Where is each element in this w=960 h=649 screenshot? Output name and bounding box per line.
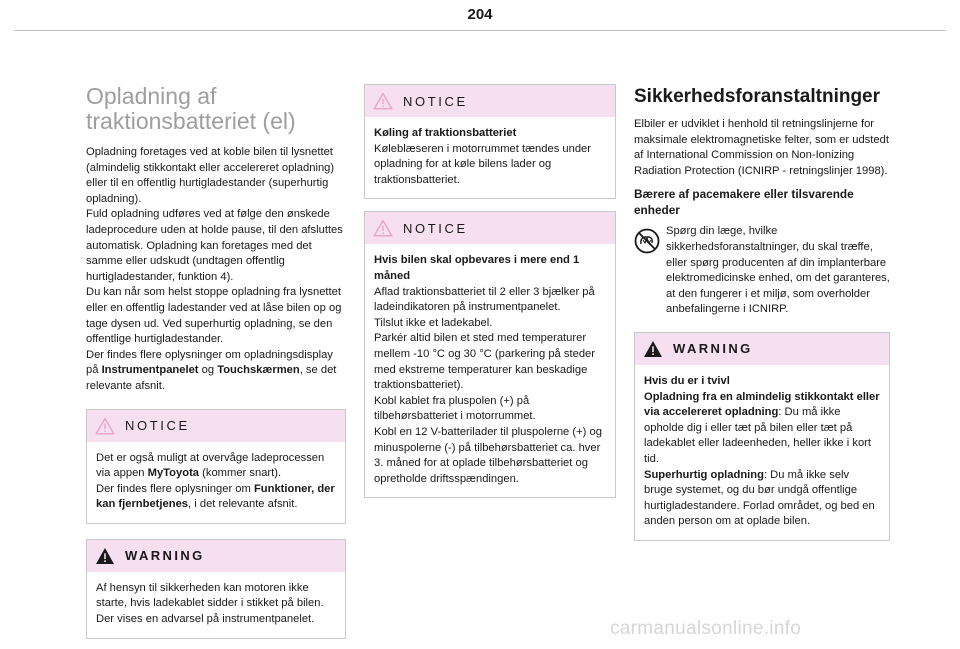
storage-line-3: Parkér altid bilen et sted med temperaturer mellem -10 °C og 30 °C (parkering på steder med ekstreme temperaturer kan beskadige traktionsbatteriet). [374, 332, 595, 392]
warning-body [635, 365, 889, 540]
superfast-text: : Du må ikke selv bruge systemet, og du bør undgå offentlige hurtigladestandere. Forlad området, og bed en anden person om at oplade bilen. [644, 468, 875, 528]
notice-label: NOTICE [403, 93, 468, 109]
remote-functions-ref: Funktioner, der kan fjernbetjenes [96, 482, 335, 511]
notice-header [365, 212, 615, 244]
warning-box [86, 539, 346, 639]
intro-text-end: , se det relevante afsnit. [86, 364, 337, 392]
column-2 [364, 84, 616, 498]
safety-paragraph: Elbiler er udviklet i henhold til retningslinjerne for maksimale elektromagnetiske felter, som er udstedt af International Commission on Non-Ionizing Radiation Protection (ICNIRP - retningslinjer 1998). [634, 118, 889, 177]
notice-triangle-icon [95, 417, 115, 435]
warning-box-doubt [634, 332, 890, 541]
warning-body: Af hensyn til sikkerheden kan motoren ikke starte, hvis ladekablet sidder i stikket på bilen. Der vises en advarsel på instrumentpanelet. [96, 581, 324, 626]
cooling-heading: Køling af traktionsbatteriet [374, 127, 517, 139]
notice-label: NOTICE [403, 220, 468, 236]
instrument-panel-ref: Instrumentpanelet [101, 364, 199, 377]
notice-box-cooling [364, 84, 616, 199]
pacemaker-text: Spørg din læge, hvilke sikkerhedsforanstaltninger, du skal træffe, eller spørg producenten af din implanterbare elektromedicinske enhed, om det garanteres, at den fungerer i et miljø, som overholder anbefalingerne i ICNIRP. [666, 225, 890, 316]
warning-label: WARNING [673, 341, 753, 357]
warning-header [87, 540, 345, 572]
notice-triangle-icon [373, 219, 393, 237]
notice-text-2: (kommer snart). [199, 467, 282, 480]
column-3 [634, 84, 890, 541]
notice-box [86, 409, 346, 524]
page-number: 204 [467, 6, 493, 23]
column-1 [86, 84, 346, 639]
safety-title: Sikkerhedsforanstaltninger [634, 86, 881, 107]
normal-charging-heading: Opladning fra en almindelig stikkontakt eller via accelereret opladning [644, 390, 880, 419]
normal-charging-text: : Du må ikke opholde dig i eller tæt på bilen eller tæt på ladekablet eller ladeenheden, heller ikke i kort tid. [644, 406, 872, 465]
title-line-2: traktionsbatteriet (el) [86, 108, 296, 134]
storage-line-4: Kobl kablet fra pluspolen (+) på tilbehørsbatteriet i motorrummet. [374, 394, 536, 423]
no-pacemaker-icon [634, 228, 660, 254]
intro-text-1: Opladning foretages ved at koble bilen til lysnettet (almindelig stikkontakt eller accelereret opladning) eller til en offentlig hurtigladestander (superhurtig opladning). [86, 146, 335, 205]
intro-text-2: Fuld opladning udføres ved at følge den ønskede ladeprocedure uden at holde pause, til den afsluttes automatisk. Opladning kan foretages med det samme eller udskudt (undtagen offentlig hurtigladestander, funktion 4). [86, 208, 343, 283]
intro-paragraph [86, 145, 346, 395]
cooling-text: Køleblæseren i motorrummet tændes under opladning for at køle bilens lader og traktionsbatteriet. [374, 142, 592, 186]
intro-text-join: og [198, 364, 218, 377]
storage-line-2: Tilslut ikke et ladekabel. [374, 316, 493, 329]
intro-text-3: Du kan når som helst stoppe opladning fra lysnettet eller en offentlig ladestander ved at låse bilen op og tage dysen ud. Ved superhurtig opladning, se den offentlige hurtigladestander. [86, 286, 342, 346]
top-divider [14, 30, 946, 31]
warning-triangle-icon [95, 547, 115, 565]
notice-triangle-icon [373, 92, 393, 110]
section-title [86, 84, 346, 134]
notice-text-4: , i det relevante afsnit. [188, 498, 298, 511]
warning-triangle-icon [643, 340, 663, 358]
notice-text-3: Der findes flere oplysninger om [96, 482, 254, 495]
doubt-heading: Hvis du er i tvivl [644, 374, 730, 387]
notice-label: NOTICE [125, 418, 190, 433]
notice-body [365, 117, 615, 198]
pacemaker-subheading: Bærere af pacemakere eller tilsvarende enheder [634, 187, 854, 217]
notice-body [365, 244, 615, 497]
watermark: carmanualsonline.info [610, 618, 802, 639]
notice-box-storage [364, 211, 616, 498]
notice-text-1: Det er også muligt at overvåge ladeprocessen via appen [96, 451, 325, 480]
notice-body [87, 442, 345, 523]
title-line-1: Opladning af [86, 83, 217, 109]
notice-header [87, 410, 345, 442]
intro-text-4: Der findes flere oplysninger om opladningsdisplay på [86, 348, 333, 377]
storage-heading: Hvis bilen skal opbevares i mere end 1 måned [374, 254, 580, 282]
warning-label: WARNING [125, 548, 205, 564]
storage-line-5: Kobl en 12 V-batterilader til pluspolerne (+) og minuspolerne (-) på tilbehørsbatteriet ca. hver 3. måned for at oplade tilbehørsbatteriet og opretholde driftsspændingen. [374, 425, 602, 485]
touchscreen-ref: Touchskærmen [217, 364, 300, 377]
notice-header [365, 85, 615, 117]
storage-line-1: Aflad traktionsbatteriet til 2 eller 3 bjælker på ladeindikatoren på instrumentpanelet. [374, 285, 595, 314]
mytoyota-ref: MyToyota [147, 467, 200, 480]
warning-header [635, 333, 889, 365]
pacemaker-block [634, 224, 890, 318]
superfast-heading: Superhurtig opladning [644, 468, 764, 481]
